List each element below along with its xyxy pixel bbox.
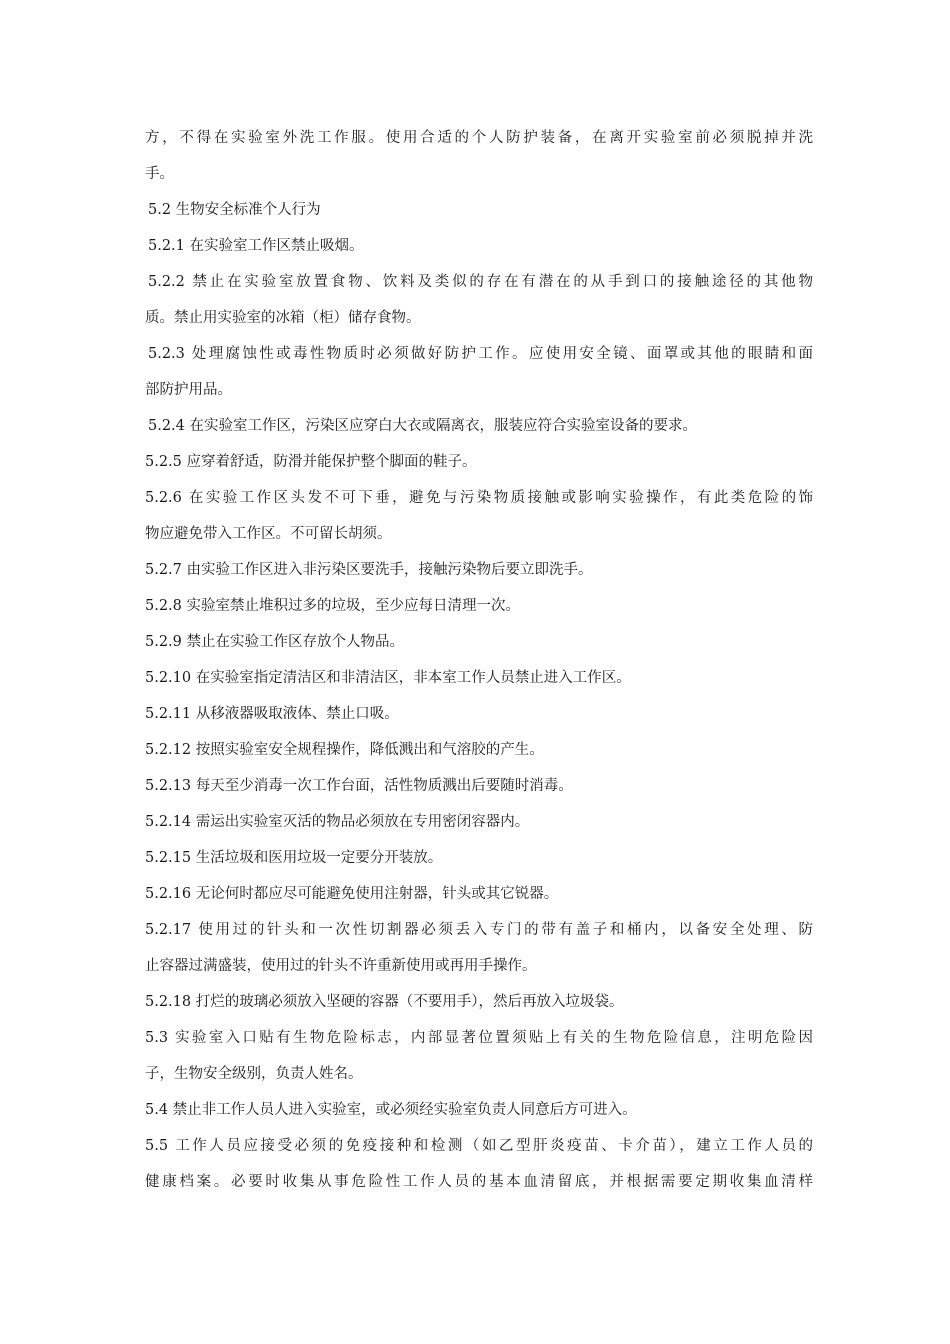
text-line: 手。 xyxy=(145,166,174,182)
text-line: 5.2.1 在实验室工作区禁止吸烟。 xyxy=(148,238,364,254)
text-line: 5.2.14 需运出实验室灭活的物品必须放在专用密闭容器内。 xyxy=(145,814,530,830)
text-line: 5.2.5 应穿着舒适，防滑并能保护整个脚面的鞋子。 xyxy=(145,454,477,470)
text-line: 止容器过满盛装，使用过的针头不许重新使用或再用手操作。 xyxy=(145,958,537,974)
text-line: 5.2.16 无论何时都应尽可能避免使用注射器，针头或其它锐器。 xyxy=(145,886,559,902)
text-line: 5.3 实验室入口贴有生物危险标志，内部显著位置须贴上有关的生物危险信息，注明危险因 xyxy=(145,1030,813,1046)
text-line: 方，不得在实验室外洗工作服。使用合适的个人防护装备，在离开实验室前必须脱掉并洗 xyxy=(145,130,813,146)
text-line: 健康档案。必要时收集从事危险性工作人员的基本血清留底，并根据需要定期收集血清样 xyxy=(145,1174,813,1190)
text-line: 子，生物安全级别，负责人姓名。 xyxy=(145,1066,363,1082)
text-line: 5.2.8 实验室禁止堆积过多的垃圾，至少应每日清理一次。 xyxy=(145,598,521,614)
text-line: 5.4 禁止非工作人员人进入实验室，或必须经实验室负责人同意后方可进入。 xyxy=(145,1102,637,1118)
text-line: 5.2.18 打烂的玻璃必须放入坚硬的容器（不要用手），然后再放入垃圾袋。 xyxy=(145,994,624,1010)
text-line: 5.2.12 按照实验室安全规程操作，降低溅出和气溶胶的产生。 xyxy=(145,742,544,758)
document-body xyxy=(145,124,813,1204)
text-line: 5.2.10 在实验室指定清洁区和非清洁区，非本室工作人员禁止进入工作区。 xyxy=(145,670,631,686)
text-line: 5.2 生物安全标准个人行为 xyxy=(148,202,321,218)
text-line: 5.5 工作人员应接受必须的免疫接种和检测（如乙型肝炎疫苗、卡介苗），建立工作人员的 xyxy=(145,1138,813,1154)
text-line: 5.2.11 从移液器吸取液体、禁止口吸。 xyxy=(145,706,399,722)
text-line: 5.2.13 每天至少消毒一次工作台面，活性物质溅出后要随时消毒。 xyxy=(145,778,573,794)
text-line: 5.2.9 禁止在实验工作区存放个人物品。 xyxy=(145,634,405,650)
text-line: 5.2.6 在实验工作区头发不可下垂，避免与污染物质接触或影响实验操作，有此类危险的饰 xyxy=(145,490,813,506)
text-line: 5.2.4 在实验室工作区，污染区应穿白大衣或隔离衣，服装应符合实验室设备的要求。 xyxy=(148,418,698,434)
text-line: 5.2.17 使用过的针头和一次性切割器必须丢入专门的带有盖子和桶内，以备安全处理、防 xyxy=(145,922,813,938)
text-line: 部防护用品。 xyxy=(145,382,232,398)
text-line: 5.2.3 处理腐蚀性或毒性物质时必须做好防护工作。应使用安全镜、面罩或其他的眼睛和面 xyxy=(148,346,813,362)
text-line: 5.2.2 禁止在实验室放置食物、饮料及类似的存在有潜在的从手到口的接触途径的其他物 xyxy=(148,274,813,290)
text-line: 5.2.7 由实验工作区进入非污染区要洗手，接触污染物后要立即洗手。 xyxy=(145,562,593,578)
text-line: 质。禁止用实验室的冰箱（柜）储存食物。 xyxy=(145,310,421,326)
text-line: 5.2.15 生活垃圾和医用垃圾一定要分开装放。 xyxy=(145,850,443,866)
text-line: 物应避免带入工作区。不可留长胡须。 xyxy=(145,526,392,542)
